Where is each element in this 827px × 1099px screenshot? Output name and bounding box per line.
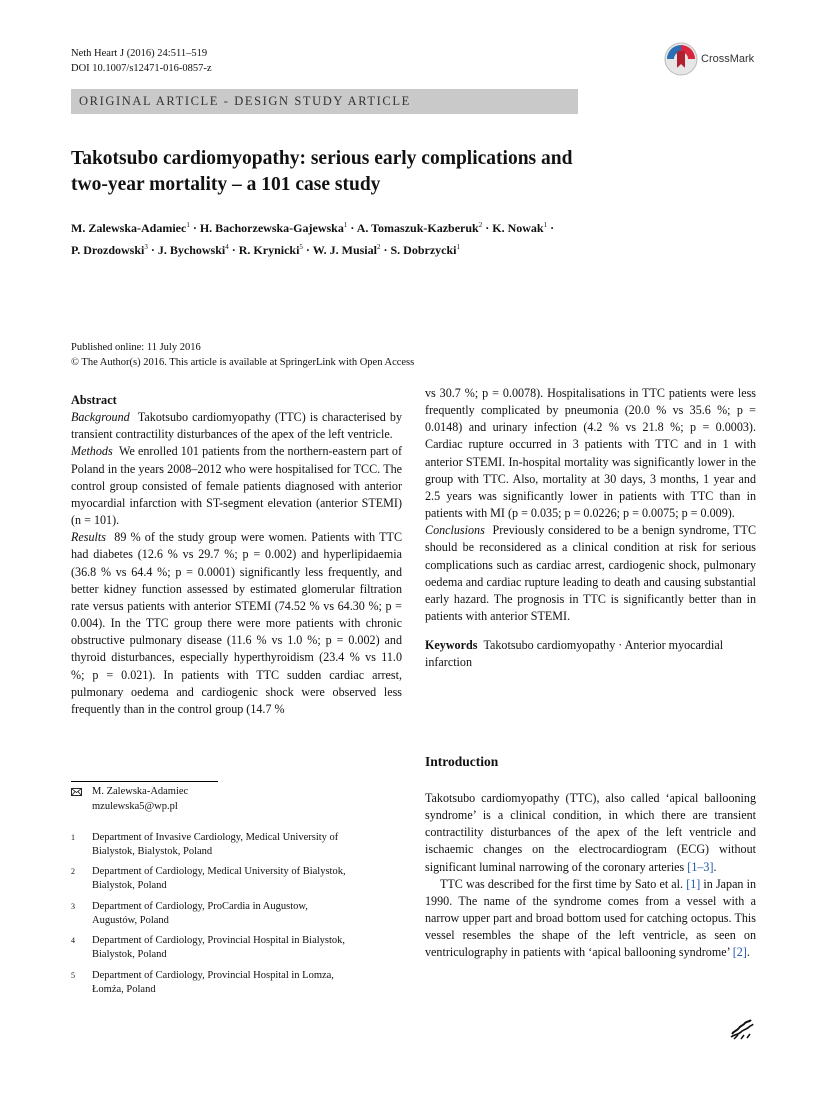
affiliation-number: 3 <box>71 902 75 911</box>
affiliation-number: 4 <box>71 936 75 945</box>
introduction-body <box>425 790 756 962</box>
results-label: Results <box>71 530 106 545</box>
author[interactable]: R. Krynicki$^5$ <box>238 243 303 257</box>
affiliation: 1 Department of Invasive Cardiology, Medical University of Bialystok, Bialystok, Poland <box>71 832 339 858</box>
author[interactable]: S. Dobrzycki$^1$ <box>390 243 460 257</box>
author[interactable]: H. Bachorzewska-Gajewska$^1$ <box>199 221 348 235</box>
author-list: M. Zalewska-Adamiec$^1$ · H. Bachorzewska-Gajewska$^1$ · A. Tomaszuk-Kazberuk$^2$ · K. Nowak$^1$ · P. Drozdowski$^3$ · J. Bychowski$^4$ · R. Krynicki$^5$ · W. J. Musial$^2$ · S. Dobrzycki$^1$ <box>71 221 555 257</box>
author[interactable]: A. Tomaszuk-Kazberuk$^2$ <box>356 221 483 235</box>
abstract-results-continued: vs 30.7 %; p = 0.0078). Hospitalisations in TTC patients were less frequently complicated by pneumonia (20.0 % vs 35.6 %; p = 0.0148) and urinary infection (4.2 % vs 21.8 %; p = 0.0003). Cardiac rupture occurred in 3 patients with TTC and in 1 with anterior STEMI. In-hospital mortality was significantly lower in the group with TTC. Also, mortality at 30 days, 3 months, 1 year and 2.5 years was significantly lower in patients with TTC than in patients with MI (p = 0.035; p = 0.0226; p = 0.0075; p = 0.009). <box>425 386 756 521</box>
affiliation-number: 5 <box>71 971 75 980</box>
article-type-banner <box>71 89 578 114</box>
affiliation: 2 Department of Cardiology, Medical University of Bialystok, Bialystok, Poland <box>71 866 346 892</box>
title-line-2: two-year mortality – a 101 case study <box>71 174 381 195</box>
background-label: Background <box>71 410 130 425</box>
keywords <box>425 637 756 671</box>
author[interactable]: K. Nowak$^1$ <box>492 221 548 235</box>
journal-citation: Neth Heart J (2016) 24:511–519 <box>71 48 208 59</box>
conclusions-label: Conclusions <box>425 523 485 538</box>
intro-paragraph-2: TTC was described for the first time by Sato et al. [1] in Japan in 1990. The name of the syndrome comes from a vessel with a narrow upper part and broad bottom used for catching octopus. This vessel resembles the shape of the left ventricle, as seen on ventriculography in patients with ‘apical ballooning syndrome’ [2]. <box>425 876 756 960</box>
affiliation-number: 1 <box>71 833 75 842</box>
springer-horse-icon <box>729 1016 755 1040</box>
correspondence-email[interactable]: mzulewska5@wp.pl <box>92 800 178 812</box>
citation-link[interactable]: [1] <box>686 876 701 891</box>
crossmark-badge[interactable] <box>664 40 760 78</box>
author[interactable]: P. Drozdowski$^3$ <box>71 243 148 257</box>
author[interactable]: W. J. Musial$^2$ <box>312 243 381 257</box>
abstract-conclusions: Conclusions Previously considered to be a benign syndrome, TTC should be reconsidered as a clinical condition at risk for serious complications such as cardiac arrest, cardiogenic shock, pulmonary oedema and cardiac rupture leading to death and causing substantial early hazard. The prognosis in TTC is significantly better than in patients with anterior STEMI. <box>425 523 757 624</box>
methods-label: Methods <box>71 444 113 459</box>
intro-paragraph-1: Takotsubo cardiomyopathy (TTC), also called ‘apical ballooning syndrome’ is a clinical condition, in which there are transient contractility disturbances of the apex of the left ventricle and ischaemic changes on the electrocardiogram (ECG) without significant luminal narrowing of the coronary arteries [1–3]. <box>425 791 756 874</box>
published-online: Published online: 11 July 2016 <box>71 342 201 353</box>
abstract-results: Results 89 % of the study group were women. Patients with TTC had diabetes (12.6 % vs 29.7 %; p = 0.002) and hyperlipidaemia (36.8 % vs 64.4 %; p = 0.0001) significantly less frequently, and better kidney function assessed by estimated glomerular filtration rate versus patients with anterior STEMI (74.52 % vs 64.30 %; p = 0.004). In the TTC group there were more patients with chronic obstructive pulmonary disease (11.6 % vs 1.0 %; p = 0.002) and thyroid disturbances, especially hyperthyroidism (23.4 % vs 11.0 %; p = 0.021). In patients with TTC sudden cardiac arrest, pulmonary oedema and cardiogenic shock were observed less frequently than in the control group (14.7 % <box>71 530 403 716</box>
affiliation: 5 Department of Cardiology, Provincial Hospital in Lomza, Łomża, Poland <box>71 970 334 996</box>
correspondence-name: M. Zalewska-Adamiec <box>92 786 189 797</box>
crossmark-icon <box>664 42 698 76</box>
abstract-methods: Methods We enrolled 101 patients from the northern-eastern part of Poland in the years 2008–2012 who were hospitalised for TCC. The control group consisted of female patients diagnosed with anterior myocardial infarction with ST-segment elevation (anterior STEMI) (n = 101). <box>71 444 402 528</box>
author[interactable]: J. Bychowski$^4$ <box>157 243 229 257</box>
correspondence <box>71 785 188 814</box>
author[interactable]: M. Zalewska-Adamiec$^1$ <box>71 221 190 235</box>
doi[interactable]: DOI 10.1007/s12471-016-0857-z <box>71 63 212 74</box>
license-note: © The Author(s) 2016. This article is available at SpringerLink with Open Access <box>71 357 415 368</box>
crossmark-label: CrossMark <box>701 53 755 65</box>
footnote-rule <box>71 781 218 782</box>
abstract-left-column <box>71 392 402 718</box>
article-type-label: ORIGINAL ARTICLE - DESIGN STUDY ARTICLE <box>79 94 411 108</box>
article-title <box>71 146 711 198</box>
citation-link[interactable]: [1–3] <box>687 859 714 874</box>
keywords-text: Takotsubo cardiomyopathy · Anterior myocardial infarction <box>425 638 724 670</box>
title-line-1: Takotsubo cardiomyopathy: serious early complications and <box>71 148 573 169</box>
citation-link[interactable]: [2] <box>732 945 747 960</box>
affiliation-number: 2 <box>71 867 75 876</box>
introduction-heading: Introduction <box>425 754 499 769</box>
journal-header <box>71 46 212 76</box>
abstract-right-column <box>425 385 756 672</box>
affiliation: 4 Department of Cardiology, Provincial Hospital in Bialystok, Bialystok, Poland <box>71 935 346 961</box>
publication-info <box>71 340 414 370</box>
keywords-label: Keywords <box>425 638 478 653</box>
envelope-icon <box>71 788 82 796</box>
affiliation: 3 Department of Cardiology, ProCardia in Augustow, Augustów, Poland <box>71 901 308 927</box>
abstract-heading: Abstract <box>71 393 117 407</box>
abstract-background: Background Takotsubo cardiomyopathy (TTC) is characterised by transient contractility disturbances of the apex of the left ventricle. <box>71 410 402 442</box>
